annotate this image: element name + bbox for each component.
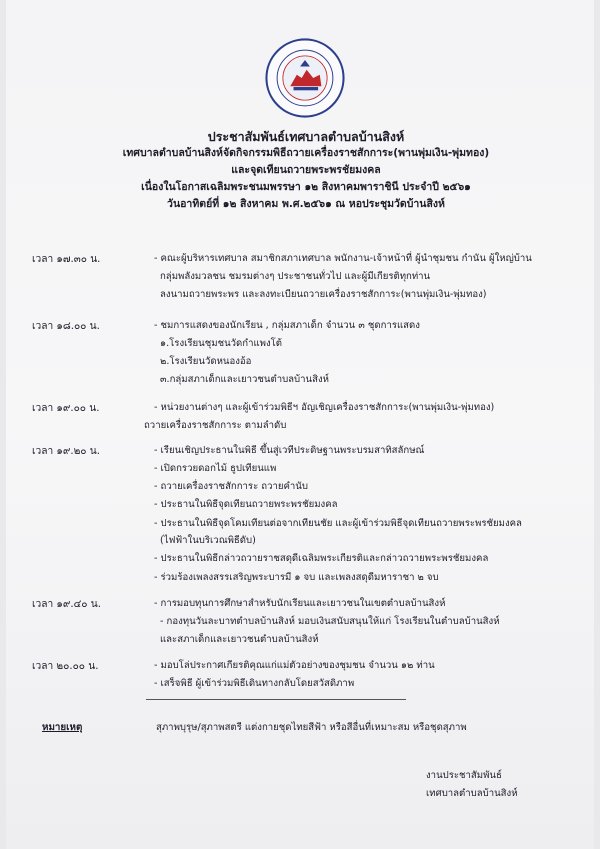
agenda-line: - เสร็จพิธี ผู้เข้าร่วมพิธีเดินทางกลับโดยสวัสดิภาพ <box>154 678 355 689</box>
signature-department: งานประชาสัมพันธ์ <box>426 770 502 781</box>
agenda-time: เวลา ๑๗.๓๐ น. <box>32 254 101 265</box>
doc-subtitle: เทศบาลตำบลบ้านสิงห์จัดกิจกรรมพิธีถวายเครื่องราชสักการะ(พานพุ่มเงิน-พุ่มทอง) <box>122 147 490 159</box>
agenda-time: เวลา ๑๙.๐๐ น. <box>32 403 100 414</box>
agenda-line: - การมอบทุนการศึกษาสำหรับนักเรียนและเยาวชนในเขตตำบลบ้านสิงห์ <box>154 598 446 609</box>
agenda-line: - เรียนเชิญประธานในพิธี ขึ้นสู่เวทีประดิษฐานพระบรมสาทิสลักษณ์ <box>154 445 425 456</box>
agenda-line: - หน่วยงานต่างๆ และผู้เข้าร่วมพิธีฯ อัญเชิญเครื่องราชสักการะ(พานพุ่มเงิน-พุ่มทอง) <box>154 402 495 413</box>
agenda-line: ๒.โรงเรียนวัดหนองอ้อ <box>160 356 252 367</box>
document-page <box>6 0 594 849</box>
doc-subtitle: และจุดเทียนถวายพระพรชัยมงคล <box>231 164 381 176</box>
municipality-seal-icon <box>264 37 346 119</box>
note-text: สุภาพบุรุษ/สุภาพสตรี แต่งกายชุดไทยสีฟ้า หรือสีอื่นที่เหมาะสม หรือชุดสุภาพ <box>156 722 467 733</box>
agenda-line: กลุ่มพลังมวลชน ชมรมต่างๆ ประชาชนทั่วไป และผู้มีเกียรติทุกท่าน <box>160 271 431 282</box>
agenda-line: - ประธานในพิธีจุดโคมเทียนต่อจากเทียนชัย และผู้เข้าร่วมพิธีจุดเทียนถวายพระพรชัยมงคล <box>154 518 522 529</box>
agenda-line: ๑.โรงเรียนชุมชนวัดกำแพงโต้ <box>160 338 283 349</box>
agenda-line: - ประธานในพิธีจุดเทียนถวายพระพรชัยมงคล <box>154 499 338 510</box>
agenda-line: ถวายเครื่องราชสักการะ ตามลำดับ <box>144 420 287 431</box>
agenda-line: - ถวายเครื่องราชสักการะ ถวายคำนับ <box>154 481 308 492</box>
agenda-time: เวลา ๒๐.๐๐ น. <box>32 661 99 672</box>
divider <box>146 699 406 700</box>
agenda-line: (ไฟฟ้าในบริเวณพิธีดับ) <box>160 535 256 546</box>
doc-subtitle: เนื่องในโอกาสเฉลิมพระชนมพรรษา ๑๒ สิงหาคมพาราชินี ประจำปี ๒๕๖๑ <box>141 181 471 193</box>
agenda-line: - เปิดกรวยดอกไม้ ธูปเทียนแพ <box>154 463 277 474</box>
agenda-line: - ชมการแสดงของนักเรียน , กลุ่มสภาเด็ก จำนวน ๓ ชุดการแสดง <box>154 320 420 331</box>
agenda-line: ลงนามถวายพระพร และลงทะเบียนถวายเครื่องราชสักการะ(พานพุ่มเงิน-พุ่มทอง) <box>160 289 487 300</box>
agenda-line: - ร่วมร้องเพลงสรรเสริญพระบารมี ๑ จบ และเพลงสดุดีมหาราชา ๒ จบ <box>154 572 439 583</box>
agenda-line: - มอบโล่ประกาศเกียรติคุณแก่แม่ตัวอย่างของชุมชน จำนวน ๑๒ ท่าน <box>154 660 435 671</box>
signature-organization: เทศบาลตำบลบ้านสิงห์ <box>426 788 518 799</box>
agenda-line: ๓.กลุ่มสภาเด็กและเยาวชนตำบลบ้านสิงห์ <box>160 374 329 385</box>
agenda-line: - คณะผู้บริหารเทศบาล สมาชิกสภาเทศบาล พนักงาน-เจ้าหน้าที่ ผู้นำชุมชน กำนัน ผู้ใหญ่บ้าน <box>154 253 532 264</box>
doc-title: ประชาสัมพันธ์เทศบาลตำบลบ้านสิงห์ <box>207 129 405 144</box>
agenda-time: เวลา ๑๙.๔๐ น. <box>32 599 101 610</box>
note-label: หมายเหตุ <box>42 722 83 733</box>
agenda-line: - กองทุนวันละบาทตำบลบ้านสิงห์ มอบเงินสนับสนุนให้แก่ โรงเรียนในตำบลบ้านสิงห์ <box>160 616 500 627</box>
agenda-time: เวลา ๑๙.๒๐ น. <box>32 446 100 457</box>
agenda-line: และสภาเด็กและเยาวชนตำบลบ้านสิงห์ <box>160 634 319 645</box>
agenda-line: - ประธานในพิธีกล่าวถวายราชสดุดีเฉลิมพระเกียรติและกล่าวถวายพระพรชัยมงคล <box>154 553 489 564</box>
agenda-time: เวลา ๑๘.๐๐ น. <box>32 321 100 332</box>
doc-date: วันอาทิตย์ที่ ๑๒ สิงหาคม พ.ศ.๒๕๖๑ ณ หอประชุมวัดบ้านสิงห์ <box>167 198 445 210</box>
